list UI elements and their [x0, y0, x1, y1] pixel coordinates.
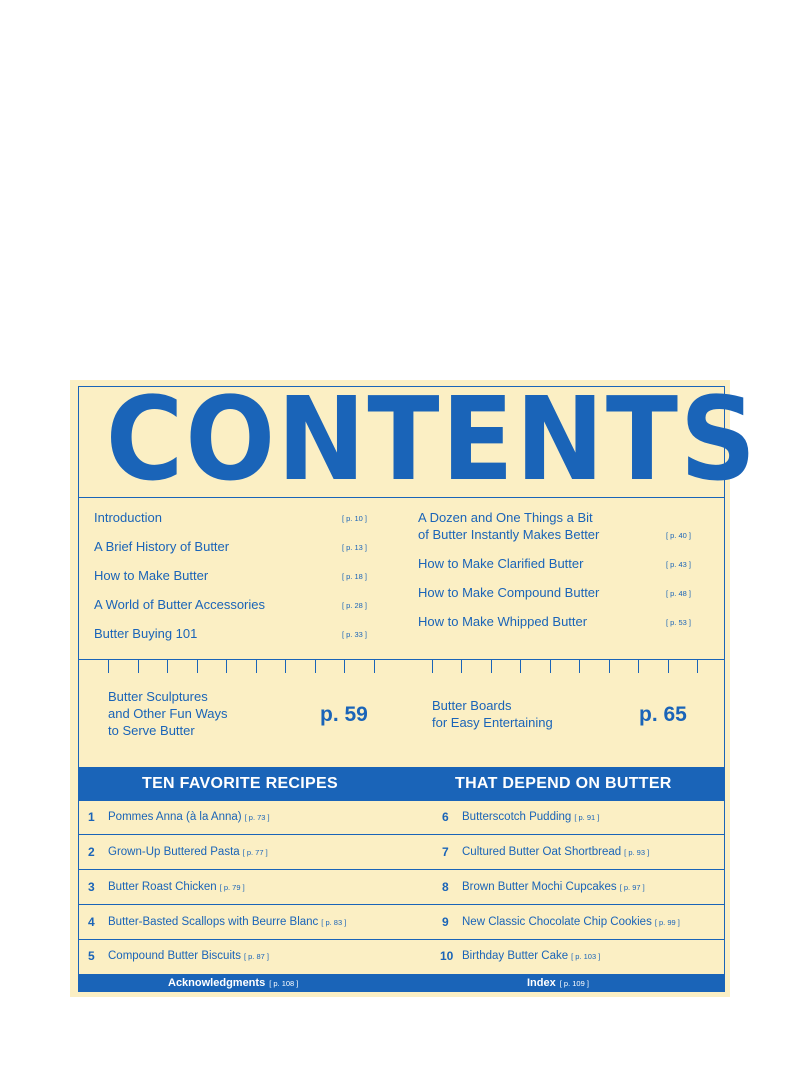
recipe-number: 6: [442, 810, 449, 824]
ruler-tick: [550, 659, 551, 673]
ruler-tick: [491, 659, 492, 673]
ruler-tick: [461, 659, 462, 673]
recipe-item[interactable]: [108, 844, 268, 861]
ruler-tick: [374, 659, 375, 673]
recipe-name: Butter-Basted Scallops with Beurre Blanc: [108, 916, 319, 928]
ruler-tick: [315, 659, 316, 673]
recipe-page: [ p. 87 ]: [243, 952, 269, 961]
recipe-name: Butterscotch Pudding: [462, 811, 572, 823]
recipe-number: 10: [440, 949, 454, 963]
recipe-page: [ p. 83 ]: [321, 918, 347, 927]
ruler-tick: [256, 659, 257, 673]
recipe-name: New Classic Chocolate Chip Cookies: [462, 916, 652, 928]
ruler-tick: [432, 659, 433, 673]
recipe-name: Pommes Anna (à la Anna): [108, 811, 242, 823]
ruler-tick: [197, 659, 198, 673]
recipe-page: [ p. 99 ]: [654, 918, 680, 927]
page-title: CONTENTS: [105, 373, 758, 507]
toc-page: [ p. 33 ]: [341, 630, 367, 639]
toc-item-compound[interactable]: How to Make Compound Butter: [418, 585, 600, 600]
feature-page: p. 65: [639, 703, 687, 726]
ruler-tick: [138, 659, 139, 673]
ruler-tick: [579, 659, 580, 673]
ruler-tick: [638, 659, 639, 673]
recipe-item[interactable]: [108, 879, 245, 896]
footer-label: Index: [527, 977, 556, 989]
ruler-tick: [167, 659, 168, 673]
footer-index[interactable]: [527, 974, 589, 992]
ruler-tick: [697, 659, 698, 673]
recipe-item[interactable]: [462, 809, 599, 826]
recipe-number: 3: [88, 880, 95, 894]
toc-item-accessories[interactable]: A World of Butter Accessories: [94, 597, 265, 612]
recipe-page: [ p. 77 ]: [242, 848, 268, 857]
toc-page: [ p. 48 ]: [665, 589, 691, 598]
recipe-number: 5: [88, 949, 95, 963]
toc-page: [ p. 40 ]: [665, 531, 691, 540]
recipe-name: Brown Butter Mochi Cupcakes: [462, 881, 617, 893]
toc-item-dozen-line2[interactable]: of Butter Instantly Makes Better: [418, 527, 600, 542]
ruler-tick: [285, 659, 286, 673]
footer-page: [ p. 108 ]: [269, 979, 299, 988]
toc-page: [ p. 10 ]: [341, 514, 367, 523]
feature-text: Butter Sculptures: [108, 689, 208, 704]
feature-text: for Easy Entertaining: [432, 715, 553, 730]
recipe-item[interactable]: [108, 914, 346, 931]
recipe-name: Butter Roast Chicken: [108, 881, 217, 893]
recipe-number: 1: [88, 810, 95, 824]
toc-item-history[interactable]: A Brief History of Butter: [94, 539, 230, 554]
footer-label: Acknowledgments: [168, 977, 266, 989]
feature-page: p. 59: [320, 703, 368, 726]
footer-acknowledgments[interactable]: [168, 974, 298, 992]
recipe-number: 8: [442, 880, 449, 894]
recipes-header-left: TEN FAVORITE RECIPES: [142, 775, 338, 792]
footer-page: [ p. 109 ]: [559, 979, 589, 988]
feature-text: to Serve Butter: [108, 723, 195, 738]
recipe-page: [ p. 91 ]: [574, 813, 600, 822]
recipe-page: [ p. 79 ]: [219, 883, 245, 892]
toc-page: [ p. 43 ]: [665, 560, 691, 569]
recipe-number: 2: [88, 845, 95, 859]
toc-item-introduction[interactable]: Introduction: [94, 510, 162, 525]
recipes-header-right: THAT DEPEND ON BUTTER: [455, 775, 672, 792]
recipe-page: [ p. 97 ]: [619, 883, 645, 892]
recipe-name: Grown-Up Buttered Pasta: [108, 846, 240, 858]
recipe-name: Birthday Butter Cake: [462, 950, 569, 962]
ruler-tick: [668, 659, 669, 673]
recipe-page: [ p. 73 ]: [244, 813, 270, 822]
recipe-item[interactable]: [462, 879, 645, 896]
ruler-tick: [609, 659, 610, 673]
recipe-name: Cultured Butter Oat Shortbread: [462, 846, 622, 858]
toc-item-buying[interactable]: Butter Buying 101: [94, 626, 198, 641]
recipe-name: Compound Butter Biscuits: [108, 950, 241, 962]
divider-toc: [78, 659, 725, 660]
divider-title: [78, 497, 725, 498]
recipe-number: 4: [88, 915, 95, 929]
ruler-tick: [344, 659, 345, 673]
recipe-page: [ p. 103 ]: [571, 952, 601, 961]
recipe-item[interactable]: [462, 844, 649, 861]
feature-text: Butter Boards: [432, 698, 512, 713]
recipe-row-divider: [78, 904, 725, 905]
toc-item-make-butter[interactable]: How to Make Butter: [94, 568, 209, 583]
recipe-item[interactable]: [462, 948, 600, 965]
ruler-tick: [520, 659, 521, 673]
toc-page: [ p. 28 ]: [341, 601, 367, 610]
recipe-row-divider: [78, 834, 725, 835]
toc-page: [ p. 13 ]: [341, 543, 367, 552]
ruler-tick: [108, 659, 109, 673]
recipe-row-divider: [78, 869, 725, 870]
recipe-number: 9: [442, 915, 449, 929]
toc-page: [ p. 53 ]: [665, 618, 691, 627]
toc-item-whipped[interactable]: How to Make Whipped Butter: [418, 614, 588, 629]
toc-left-rail: [78, 497, 79, 659]
recipe-item[interactable]: [462, 914, 680, 931]
recipe-page: [ p. 93 ]: [624, 848, 650, 857]
ruler-tick: [226, 659, 227, 673]
recipe-item[interactable]: [108, 948, 269, 965]
toc-page: [ p. 18 ]: [341, 572, 367, 581]
recipe-row-divider: [78, 939, 725, 940]
feature-text: and Other Fun Ways: [108, 706, 228, 721]
toc-item-dozen-line1[interactable]: A Dozen and One Things a Bit: [418, 510, 593, 525]
recipe-item[interactable]: [108, 809, 270, 826]
toc-item-clarified[interactable]: How to Make Clarified Butter: [418, 556, 584, 571]
recipe-number: 7: [442, 845, 449, 859]
